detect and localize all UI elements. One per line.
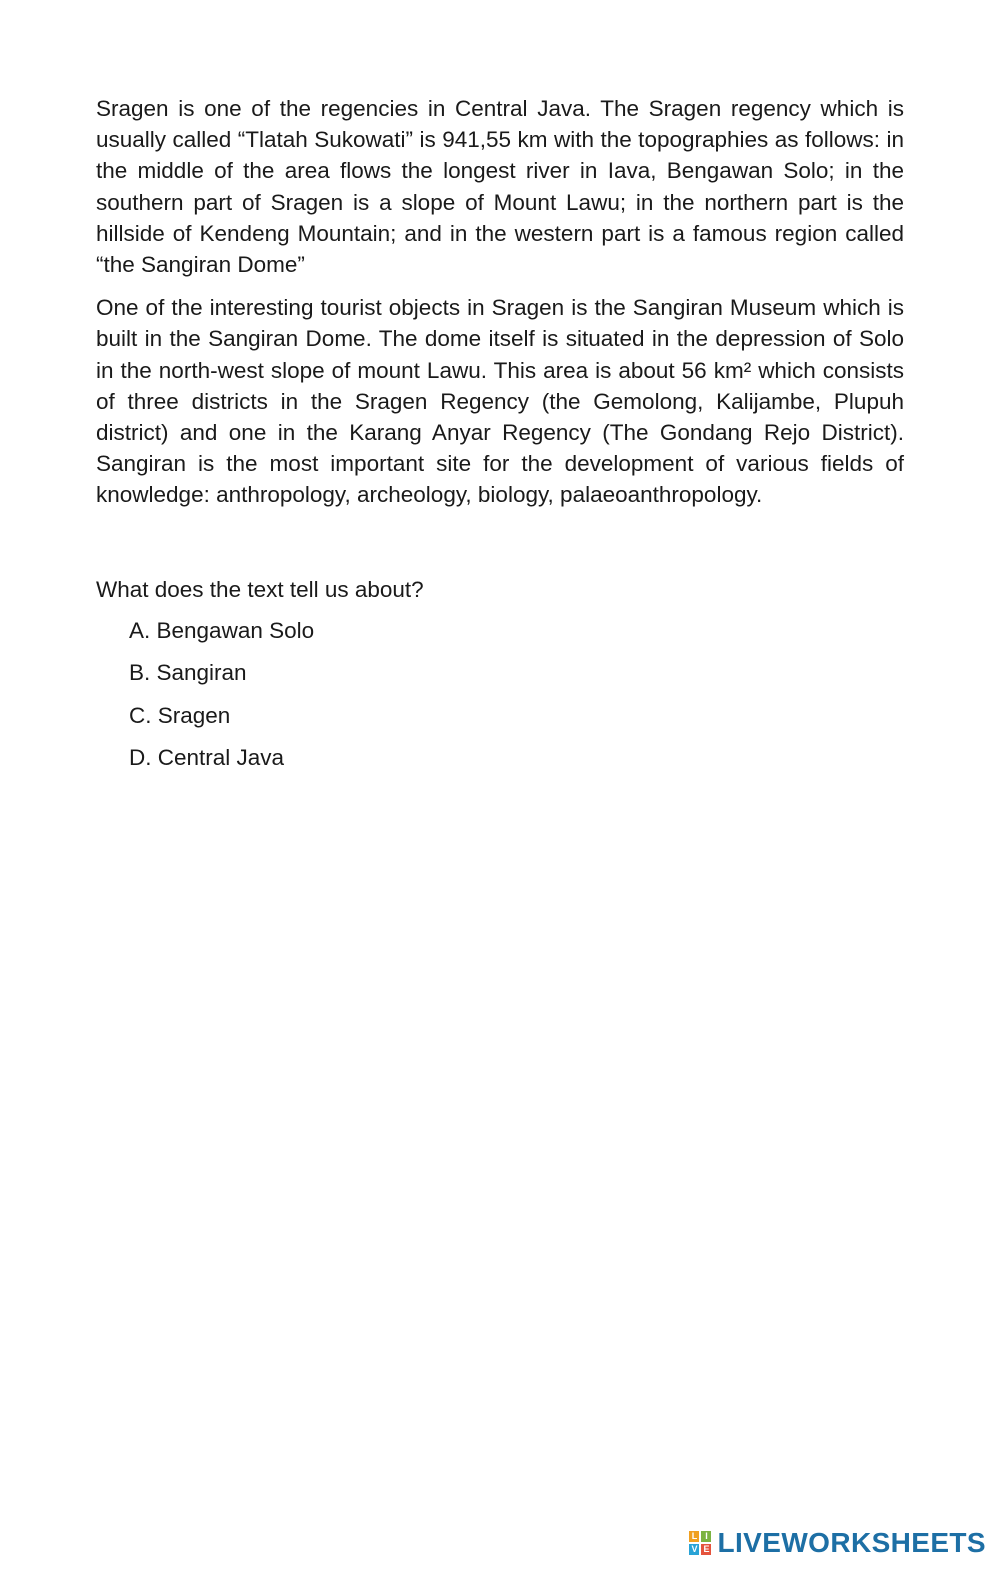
logo-tile-e: E bbox=[703, 1544, 710, 1554]
answer-option-a[interactable]: A. Bengawan Solo bbox=[129, 617, 315, 643]
passage-paragraph-2: One of the interesting tourist objects in Sragen is the Sangiran Museum which is built in the Sangiran Dome. The dome itself is situated in the depression of Solo in the north-west slope of mount Lawu. This area is about 56 km² which consists of three districts in the Sragen Regency (the Gemolong, Kalijambe, Plupuh district) and one in the Karang Anyar Regency (The Gondang Rejo District). Sangiran is the most important site for the development of various fields of knowledge: anthropology, archeology, biology, palaeoanthropology. bbox=[96, 295, 904, 508]
answer-options bbox=[96, 615, 904, 774]
passage-paragraph-1: Sragen is one of the regencies in Central Java. The Sragen regency which is usually called “Tlatah Sukowati” is 941,55 km with the topographies as follows: in the middle of the area flows the longest river in Iava, Bengawan Solo; in the southern part of Sragen is a slope of Mount Lawu; in the northern part is the hillside of Kendeng Mountain; and in the western part is a famous region called “the Sangiran Dome” bbox=[96, 96, 904, 278]
liveworksheets-logo-icon bbox=[689, 1531, 711, 1555]
answer-option-c[interactable]: C. Sragen bbox=[129, 702, 231, 728]
logo-tile-v: V bbox=[691, 1544, 698, 1554]
answer-option-b[interactable]: B. Sangiran bbox=[129, 660, 247, 686]
worksheet-page bbox=[96, 93, 904, 785]
liveworksheets-logo bbox=[689, 1525, 986, 1561]
logo-tile-i: I bbox=[701, 1531, 711, 1542]
logo-tile-l: L bbox=[689, 1531, 699, 1542]
liveworksheets-wordmark: LIVEWORKSHEETS bbox=[717, 1527, 986, 1558]
answer-option-d[interactable]: D. Central Java bbox=[129, 745, 285, 771]
question-text: What does the text tell us about? bbox=[96, 576, 424, 602]
